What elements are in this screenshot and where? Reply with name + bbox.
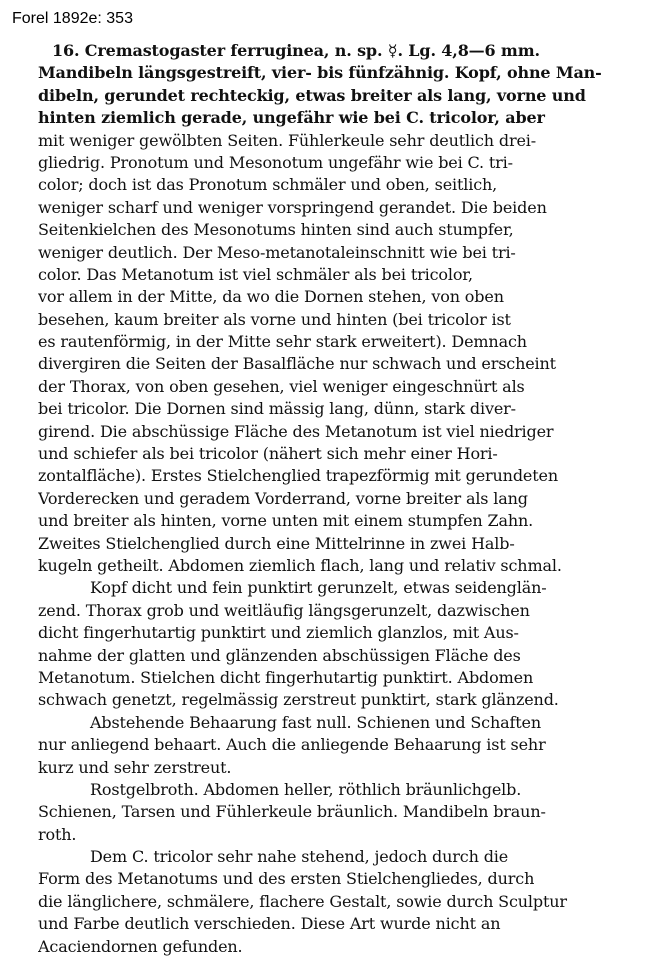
text-line: kugeln getheilt. Abdomen ziemlich flach, lang und relativ schmal.: [38, 555, 562, 575]
text-line: hinten ziemlich gerade, ungefähr wie bei C. tricolor, aber: [38, 108, 545, 128]
text-line: Mandibeln längsgestreift, vier- bis fünfzähnig. Kopf, ohne Man-: [38, 63, 602, 83]
text-line: divergiren die Seiten der Basalfläche nur schwach und erscheint: [38, 354, 556, 374]
text-line: und Farbe deutlich verschieden. Diese Art wurde nicht an: [38, 914, 501, 934]
text-line: nur anliegend behaart. Auch die anliegende Behaarung ist sehr: [38, 735, 546, 755]
text-line: weniger deutlich. Der Meso-metanotaleinschnitt wie bei tri-: [38, 242, 516, 262]
text-line: schwach genetzt, regelmässig zerstreut punktirt, stark glänzend.: [38, 690, 559, 710]
text-line: roth.: [38, 824, 77, 844]
text-line: und breiter als hinten, vorne unten mit einem stumpfen Zahn.: [38, 511, 534, 531]
text-line: color; doch ist das Pronotum schmäler und oben, seitlich,: [38, 175, 498, 195]
text-line: und schiefer als bei tricolor (nähert sich mehr einer Hori-: [38, 444, 498, 464]
text-line: gliedrig. Pronotum und Mesonotum ungefähr wie bei C. tri-: [38, 152, 513, 172]
text-line: Acaciendornen gefunden.: [38, 936, 243, 956]
paragraph-start-line: Kopf dicht und fein punktirt gerunzelt, etwas seidenglän-: [90, 578, 547, 598]
text-line: zend. Thorax grob und weitläufig längsgerunzelt, dazwischen: [38, 600, 530, 620]
text-line: vor allem in der Mitte, da wo die Dornen stehen, von oben: [38, 287, 504, 307]
text-line: Metanotum. Stielchen dicht fingerhutartig punktirt. Abdomen: [38, 667, 534, 687]
text-line: mit weniger gewölbten Seiten. Fühlerkeule sehr deutlich drei-: [38, 130, 537, 150]
paragraph-start-line: Abstehende Behaarung fast null. Schienen und Schaften: [90, 712, 542, 732]
text-line: der Thorax, von oben gesehen, viel weniger eingeschnürt als: [38, 376, 525, 396]
paragraph-start-line: Dem C. tricolor sehr nahe stehend, jedoch durch die: [90, 847, 509, 867]
text-line: es rautenförmig, in der Mitte sehr stark erweitert). Demnach: [38, 332, 527, 352]
text-line: nahme der glatten und glänzenden abschüssigen Fläche des: [38, 645, 521, 665]
text-line: dicht fingerhutartig punktirt und ziemlich glanzlos, mit Aus-: [38, 623, 519, 643]
text-line: kurz und sehr zerstreut.: [38, 757, 232, 777]
text-line: Vorderecken und geradem Vorderrand, vorne breiter als lang: [38, 488, 528, 508]
page-reference-header: Forel 1892e: 353: [12, 10, 133, 27]
text-line: dibeln, gerundet rechteckig, etwas breiter als lang, vorne und: [38, 85, 586, 105]
document-text-block: [38, 40, 638, 958]
text-line: Seitenkielchen des Mesonotums hinten sind auch stumpfer,: [38, 220, 514, 240]
text-line: weniger scharf und weniger vorspringend gerandet. Die beiden: [38, 197, 547, 217]
text-line: Schienen, Tarsen und Fühlerkeule bräunlich. Mandibeln braun-: [38, 802, 546, 822]
text-line: bei tricolor. Die Dornen sind mässig lang, dünn, stark diver-: [38, 399, 516, 419]
paragraph-start-line: Rostgelbroth. Abdomen heller, röthlich bräunlichgelb.: [90, 779, 522, 799]
text-line: girend. Die abschüssige Fläche des Metanotum ist viel niedriger: [38, 421, 554, 441]
text-line: color. Das Metanotum ist viel schmäler als bei tricolor,: [38, 264, 473, 284]
text-line: Form des Metanotums und des ersten Stielchengliedes, durch: [38, 869, 535, 889]
text-line: Zweites Stielchenglied durch eine Mittelrinne in zwei Halb-: [38, 533, 515, 553]
text-line: besehen, kaum breiter als vorne und hinten (bei tricolor ist: [38, 309, 511, 329]
text-line: die länglichere, schmälere, flachere Gestalt, sowie durch Sculptur: [38, 891, 567, 911]
species-heading-line: 16. Cremastogaster ferruginea, n. sp. ☿. Lg. 4,8—6 mm.: [52, 41, 540, 60]
text-line: zontalfläche). Erstes Stielchenglied trapezförmig mit gerundeten: [38, 466, 558, 486]
